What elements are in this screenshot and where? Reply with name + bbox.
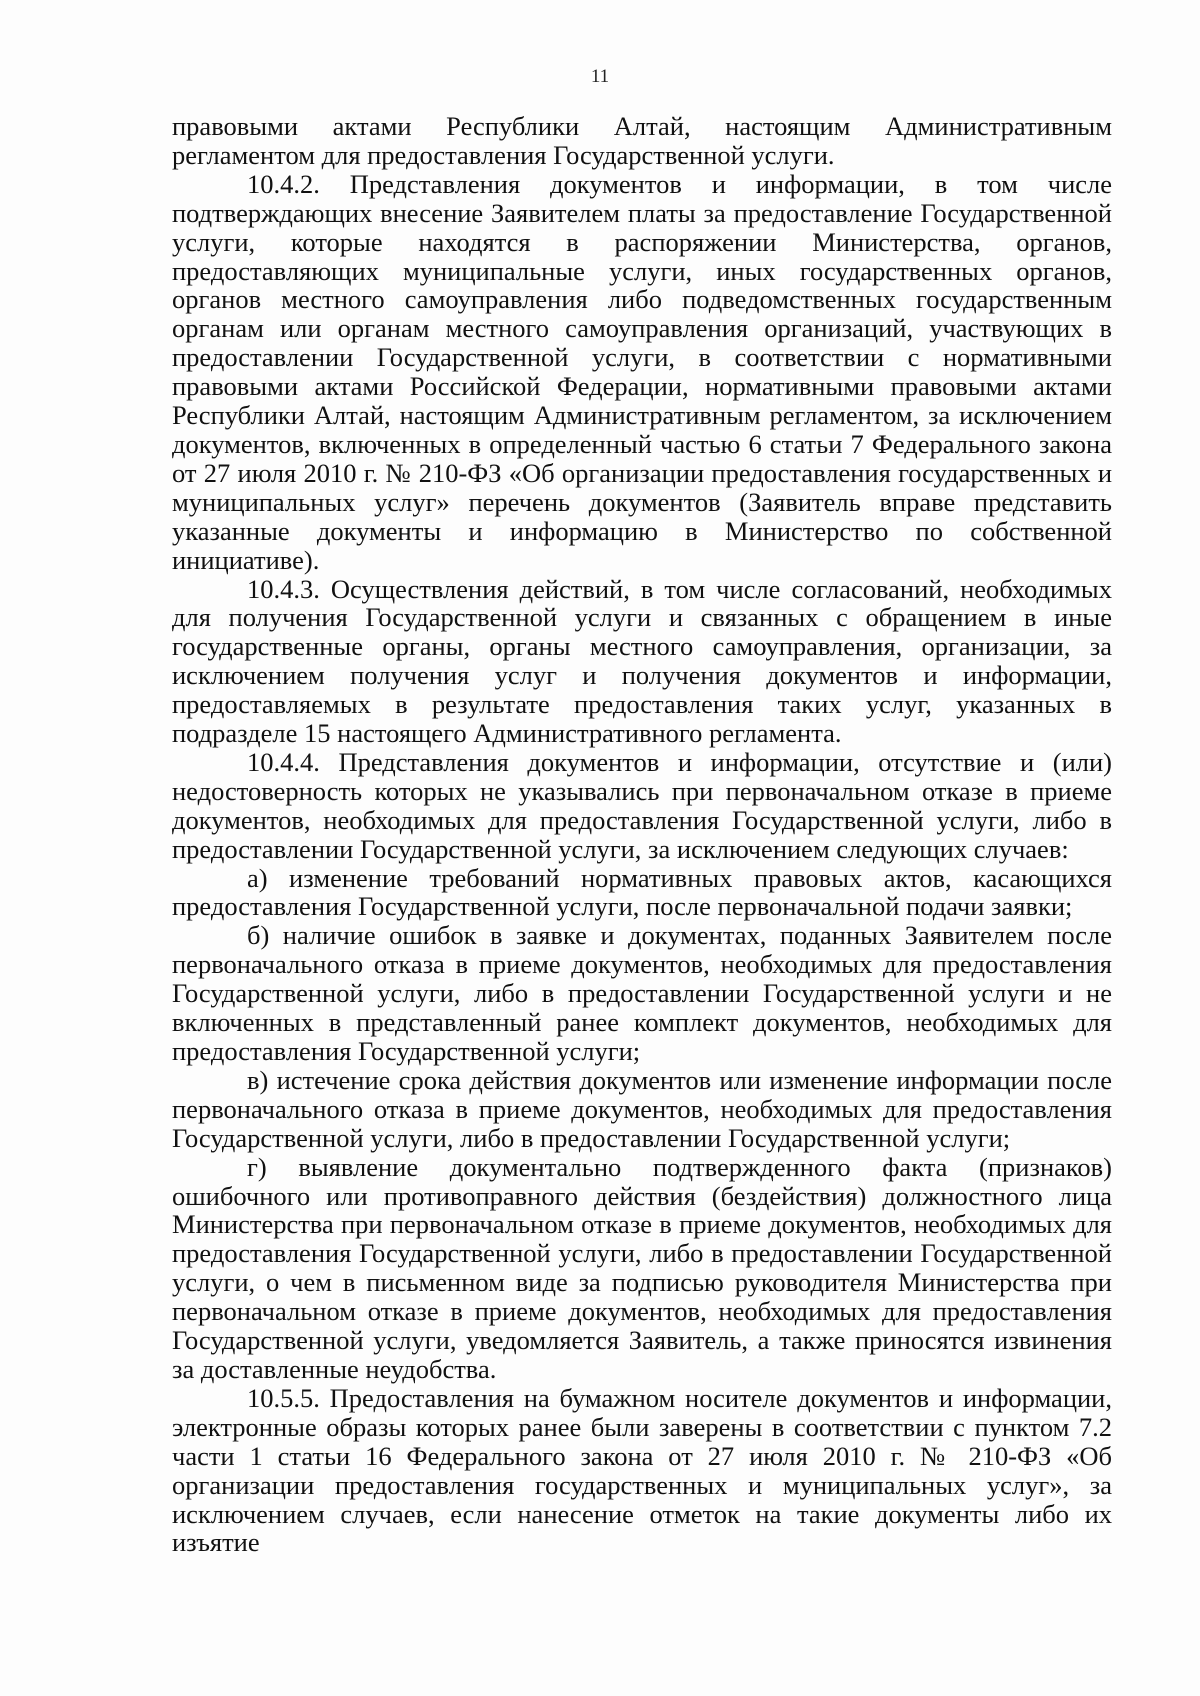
document-body — [172, 112, 1112, 1557]
list-item-a: а) изменение требований нормативных правовых актов, касающихся предоставления Государственной услуги, после первоначальной подачи заявки; — [172, 862, 1112, 922]
paragraph-continuation: правовыми актами Республики Алтай, настоящим Административным регламентом для предоставления Государственной услуги. — [172, 111, 1112, 170]
paragraph-10-4-3: 10.4.3. Осуществления действий, в том числе согласований, необходимых для получения Государственной услуги и связанных с обращением в иные государственные органы, органы местного самоуправления, организации, за исключением получения услуг и получения документов и информации, предоставляемых в результате предоставления таких услуг, указанных в подразделе 15 настоящего Административного регламента. — [172, 573, 1112, 749]
list-item-v: в) истечение срока действия документов или изменение информации после первоначального отказа в приеме документов, необходимых для предоставления Государственной услуги, либо в предоставлении Государственной услуги; — [172, 1064, 1112, 1153]
paragraph-10-4-2: 10.4.2. Представления документов и информации, в том числе подтверждающих внесение Заявителем платы за предоставление Государственной услуги, которые находятся в распоряжении Министерства, органов, предоставляющих муниципальные услуги, иных государственных органов, органов местного самоуправления либо подведомственных государственным органам или органам местного самоуправления организаций, участвующих в предоставлении Государственной услуги, в соответствии с нормативными правовыми актами Российской Федерации, нормативными правовыми актами Республики Алтай, настоящим Административным регламентом, за исключением документов, включенных в определенный частью 6 статьи 7 Федерального закона от 27 июля 2010 г. № 210-ФЗ «Об организации предоставления государственных и муниципальных услуг» перечень документов (Заявитель вправе представить указанные документы и информацию в Министерство по собственной инициативе). — [172, 168, 1112, 575]
paragraph-10-4-4: 10.4.4. Представления документов и информации, отсутствие и (или) недостоверность которых не указывались при первоначальном отказе в приеме документов, необходимых для предоставления Государственной услуги, либо в предоставлении Государственной услуги, за исключением следующих случаев: — [172, 746, 1112, 864]
list-item-b: б) наличие ошибок в заявке и документах, поданных Заявителем после первоначального отказа в приеме документов, необходимых для предоставления Государственной услуги, либо в предоставлении Государственной услуги и не включенных в представленный ранее комплект документов, необходимых для предоставления Государственной услуги; — [172, 920, 1112, 1066]
page-number: 11 — [590, 66, 610, 87]
paragraph-10-5-5: 10.5.5. Предоставления на бумажном носителе документов и информации, электронные образы которых ранее были заверены в соответствии с пунктом 7.2 части 1 статьи 16 Федерального закона от 27 июля 2010 г. № 210-ФЗ «Об организации предоставления государственных и муниципальных услуг», за исключением случаев, если нанесение отметок на такие документы либо их изъятие — [172, 1382, 1112, 1558]
list-item-g: г) выявление документально подтвержденного факта (признаков) ошибочного или противоправного действия (бездействия) должностного лица Министерства при первоначальном отказе в приеме документов, необходимых для предоставления Государственной услуги, либо в предоставлении Государственной услуги, о чем в письменном виде за подписью руководителя Министерства при первоначальном отказе в приеме документов, необходимых для предоставления Государственной услуги, уведомляется Заявитель, а также приносятся извинения за доставленные неудобства. — [172, 1151, 1112, 1384]
